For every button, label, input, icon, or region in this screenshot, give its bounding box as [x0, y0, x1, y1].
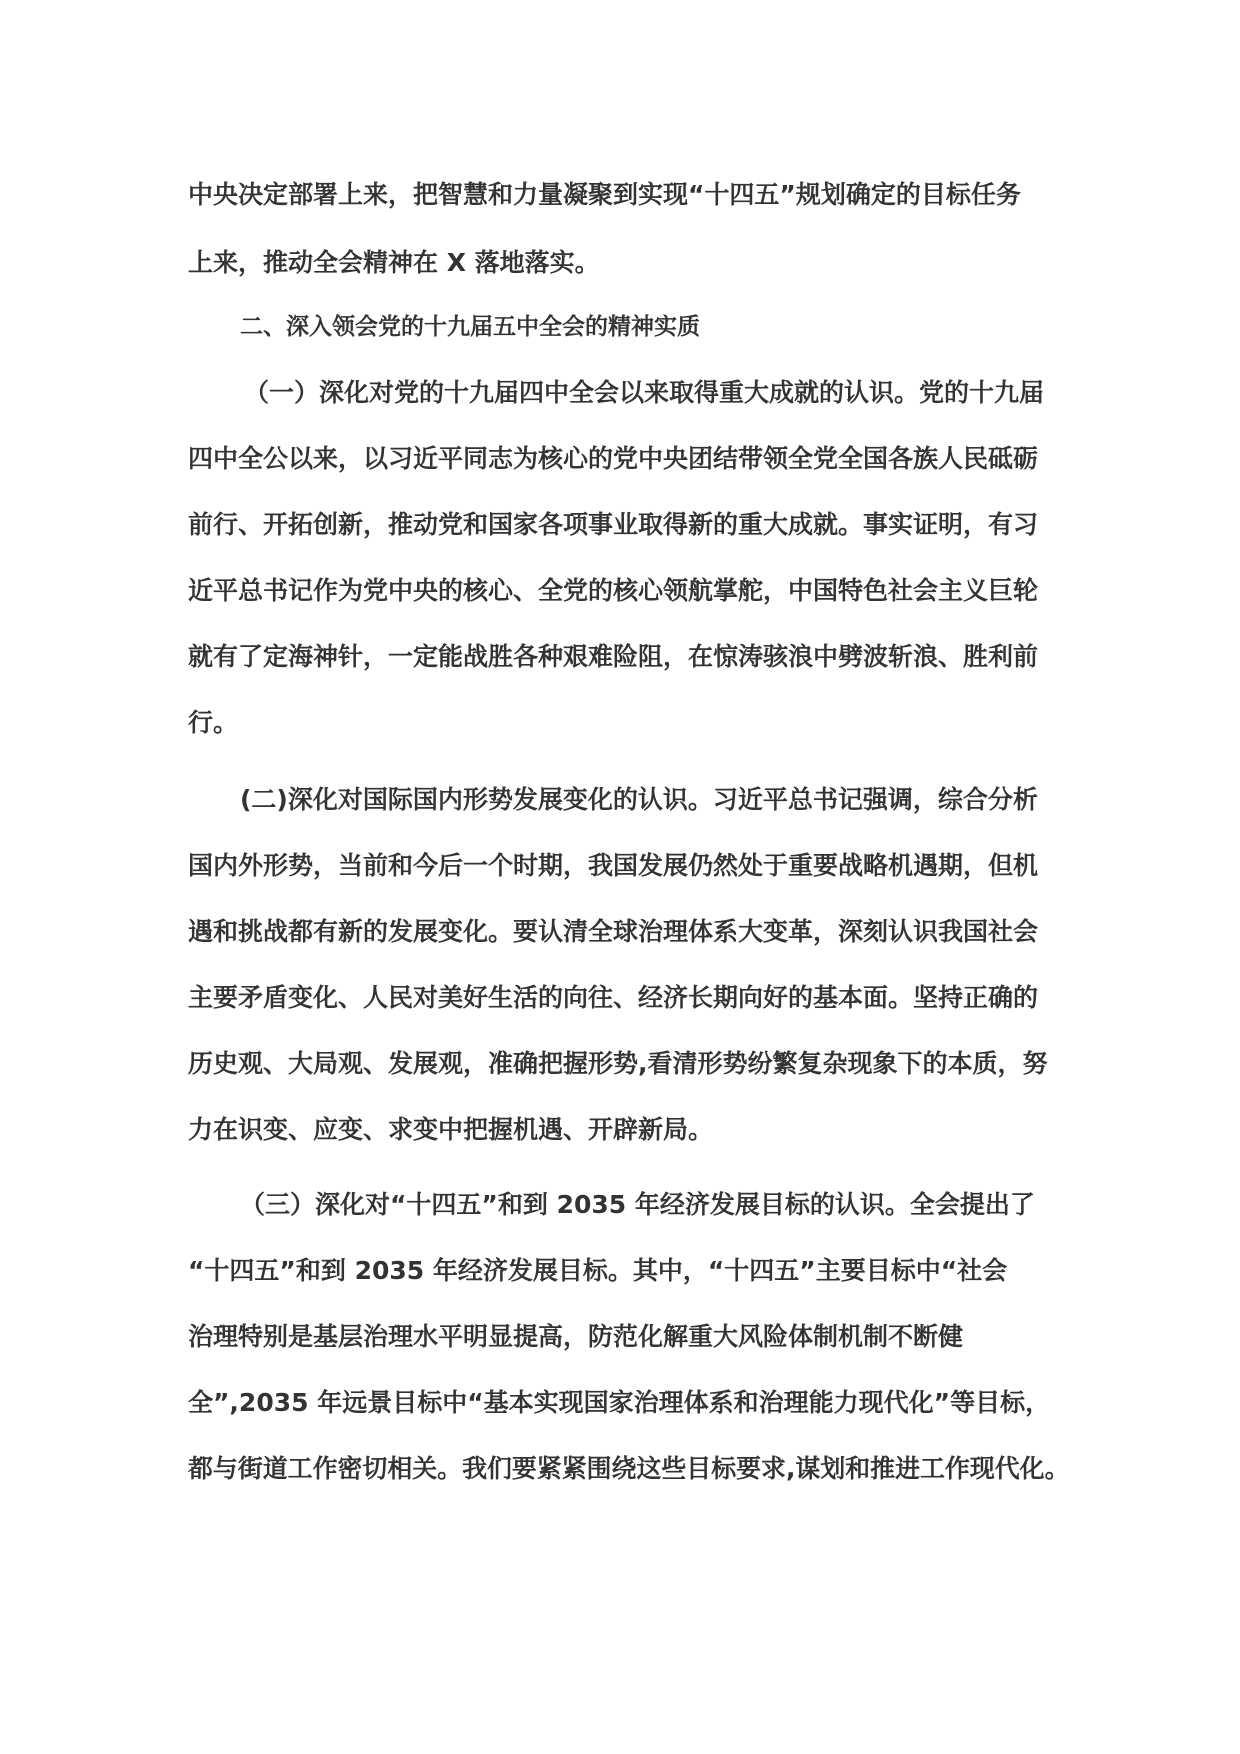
paragraph-1-line-3: 前行、开拓创新，推动党和国家各项事业取得新的重大成就。事实证明，有习: [188, 510, 1039, 539]
paragraph-1-line-2: 四中全公以来，以习近平同志为核心的党中央团结带领全党全国各族人民砥砺: [188, 444, 1039, 473]
paragraph-2-line-2: 国内外形势，当前和今后一个时期，我国发展仍然处于重要战略机遇期，但机: [188, 851, 1039, 880]
paragraph-2-line-5: 历史观、大局观、发展观，准确把握形势,看清形势纷繁复杂现象下的本质，努: [188, 1049, 1048, 1078]
paragraph-2-line-3: 遇和挑战都有新的发展变化。要认清全球治理体系大变革，深刻认识我国社会: [188, 917, 1039, 946]
paragraph-2-line-1: (二)深化对国际国内形势发展变化的认识。习近平总书记强调，综合分析: [240, 785, 1038, 814]
paragraph-1-line-6: 行。: [188, 708, 239, 737]
paragraph-2-line-6: 力在识变、应变、求变中把握机遇、开辟新局。: [188, 1115, 714, 1144]
paragraph-1-line-1: （一）深化对党的十九届四中全会以来取得重大成就的认识。党的十九届: [244, 378, 1045, 407]
paragraph-3-line-1: （三）深化对“十四五”和到 2035 年经济发展目标的认识。全会提出了: [240, 1190, 1035, 1219]
paragraph-1-line-5: 就有了定海神针，一定能战胜各种艰难险阻，在惊涛骇浪中劈波斩浪、胜利前: [188, 642, 1039, 671]
paragraph-1-line-4: 近平总书记作为党中央的核心、全党的核心领航掌舵，中国特色社会主义巨轮: [188, 576, 1039, 605]
paragraph-2-line-4: 主要矛盾变化、人民对美好生活的向往、经济长期向好的基本面。坚持正确的: [188, 983, 1039, 1012]
continuation-line-2: 上来，推动全会精神在 X 落地落实。: [188, 248, 600, 277]
continuation-line-1: 中央决定部署上来，把智慧和力量凝聚到实现“十四五”规划确定的目标任务: [188, 180, 1021, 209]
paragraph-3-line-4: 全”,2035 年远景目标中“基本实现国家治理体系和治理能力现代化”等目标，: [188, 1388, 1051, 1417]
paragraph-3-line-2: “十四五”和到 2035 年经济发展目标。其中，“十四五”主要目标中“社会: [188, 1256, 1008, 1285]
paragraph-3-line-5: 都与街道工作密切相关。我们要紧紧围绕这些目标要求,谋划和推进工作现代化。: [188, 1454, 1070, 1483]
section-heading: 二、深入领会党的十九届五中全会的精神实质: [240, 314, 700, 340]
paragraph-3-line-3: 治理特别是基层治理水平明显提高，防范化解重大风险体制机制不断健: [188, 1322, 964, 1351]
